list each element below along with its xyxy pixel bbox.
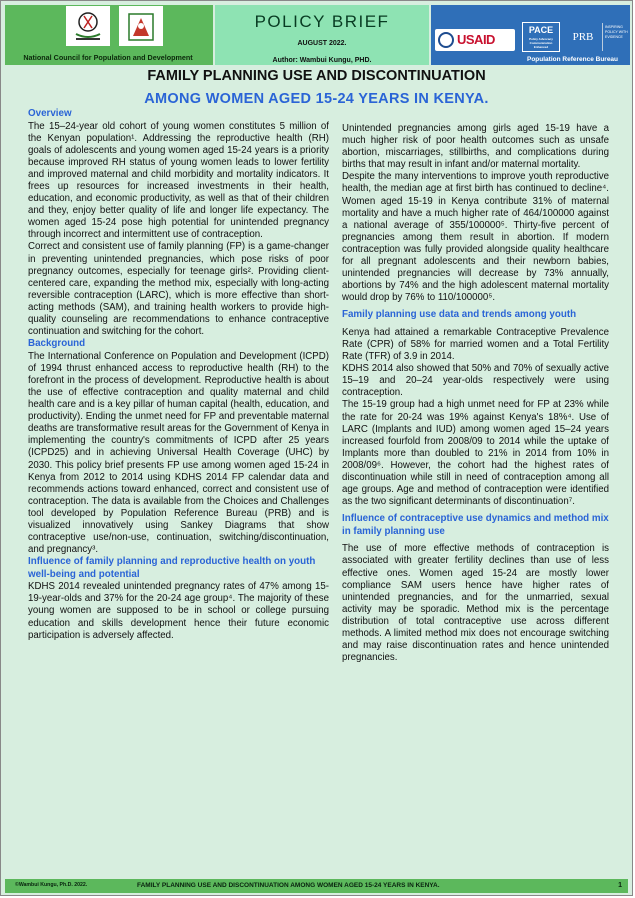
pace-subtitle: Policy Advocacy Communication Enhanced (529, 37, 553, 49)
footer (5, 879, 628, 893)
usaid-wordmark: USAID (457, 32, 495, 47)
trends-paragraph-2: KDHS 2014 also showed that 50% and 70% of sexually active 15–19 and 20–24 year-olds respectively were using contraception. (342, 363, 609, 399)
author-line: Author: Wambui Kungu, PHD. (272, 57, 372, 64)
kenya-coat-of-arms-logo (66, 6, 110, 46)
prb-tagline: INSPIRING POLICY WITH EVIDENCE (605, 25, 628, 39)
trends-paragraph-1: Kenya had attained a remarkable Contraceptive Prevalence Rate (CPR) of 58% for married women and a Total Fertility Rate (TFR) of 3.9 in 2014. (342, 326, 609, 363)
footer-copyright: ©Wambui Kungu, Ph.D. 2022. (15, 882, 88, 888)
pace-logo (522, 22, 560, 52)
prb-caption: Population Reference Bureau (527, 56, 619, 63)
section-heading-influence-fp-rh: Influence of family planning and reproductive health on youth well-being and potential (28, 556, 316, 580)
document-subtitle: AMONG WOMEN AGED 15-24 YEARS IN KENYA. (144, 91, 489, 107)
section-heading-overview: Overview (28, 108, 72, 119)
overview-paragraph-2: Correct and consistent use of family planning (FP) is a game-changer in preventing unintended pregnancies, which pose risks of poor pregnancy outcomes, especially for teenage girls². Providing client-centered care, expanding the method mix, especially with long-acting reversible contraception (LARC), which is more effective than short-acting methods (SAM), and training health workers to provide high-quality counseling are recommendations to enhance contraceptive continuation and switching for the cohort. (28, 241, 329, 338)
usaid-logo (435, 29, 515, 51)
document-title: FAMILY PLANNING USE AND DISCONTINUATION (147, 68, 486, 84)
background-paragraph: The International Conference on Population and Development (ICPD) of 1994 thrust enhanced access to reproductive health (RH) to the forefront in the process of development. Reproductive health is about the use of effective contraception and quality maternal and child health care and is a key pillar of human capital (health, education, and productivity). Ending the unmet need for FP and preventable maternal deaths are transformative result areas for the Government of Kenya in implementing the country's commitments of ICPD after 25 years (ICPD25) and in achieving Universal Health Coverage (UHC) by 2030. This policy brief presents FP use among women aged 15-24 in Kenya from 2012 to 2014 using KDHS 2014 FP calendar data and recommends actions toward enhanced, correct and consistent use of contraception. The data is available from the Choices and Challenges tool developed by Population Reference Bureau (PRB) and is visualized innovatively using Sankey Diagrams that show contraceptive use/non-use, continuation, switching/discontinuation, and pregnancy³. (28, 350, 329, 556)
page-number: 1 (618, 882, 622, 889)
trends-paragraph-3: The 15-19 group had a high unmet need for FP at 23% while the rate for 20-24 was 19% against Kenya's 18%⁴. Use of LARC (Implants and IUD) among women aged 15–24 years increased fourfold from 2008/09 to 2014 while the uptake of Implants more than doubled to 21% in 2014 from 10% in 2008/09⁶. However, the cohort had the highest rates of discontinuation while still in need of contraception among all age groups. Age and method of contraception were identified as the two significant determinants of discontinuation⁷. (342, 399, 609, 508)
section-heading-fp-trends: Family planning use data and trends among youth (342, 309, 577, 321)
header (1, 1, 632, 67)
influence-paragraph: KDHS 2014 revealed unintended pregnancy rates of 47% among 15-19-year-olds and 37% for the 20-24 age group⁴. The majority of these young women are supposed to be in school or college pursuing education and skills development hence their future economic participation is adversely affected. (28, 581, 329, 641)
publication-date: AUGUST 2022. (297, 40, 347, 47)
prb-logo: PRB (564, 23, 603, 51)
pace-wordmark: PACE (528, 25, 554, 35)
section-heading-contraceptive-dynamics: Influence of contraceptive use dynamics and method mix in family planning use (342, 513, 609, 537)
dynamics-paragraph: The use of more effective methods of contraception is associated with greater fertility declines than use of less effective ones. Women aged 15-24 are mostly lower compliance SAM users hence have higher rates of unintended pregnancies, and for the unmarried, sexual activity may be sporadic. Method mix is the percentage distribution of total contraceptive use across different methods. A limited method mix does not encourage switching and may raise discontinuation rates and hence unintended pregnancies. (342, 543, 609, 664)
ncpd-logo (119, 6, 163, 46)
usaid-seal-icon (438, 32, 454, 48)
right-column (342, 123, 609, 664)
ncpd-caption: National Council for Population and Development (23, 53, 193, 62)
right-paragraph-1: Unintended pregnancies among girls aged 15-19 have a much higher risk of poor health outcomes such as unsafe abortion, miscarriages, stillbirths, and complications during births that may result in infant and/or maternal mortality. (342, 123, 609, 171)
footer-title: FAMILY PLANNING USE AND DISCONTINUATION AMONG WOMEN AGED 15-24 YEARS IN KENYA. (137, 882, 440, 889)
overview-paragraph-1: The 15–24-year old cohort of young women constitutes 5 million of the Kenyan population¹. Addressing the reproductive health (RH) goals of adolescents and young women aged 15-24 years is a priority because improved RH status of young women leads to lower fertility and improved maternal and child morbidity and mortality indicators. It frees up resources for increased investments in their health, education, and economic productivity, as well as that of their children and they, enjoy better quality of life and longer life expectancy. The women aged 15-24 pose high potential for unintended pregnancy through incorrect and intermittent use of contraception. (28, 120, 329, 241)
left-column (28, 108, 329, 642)
section-heading-background: Background (28, 338, 86, 350)
header-center-band (215, 5, 429, 65)
right-paragraph-2: Despite the many interventions to improve youth reproductive health, the median age at first birth has continued to decline⁴. Women aged 15-19 in Kenya contribute 31% of maternal mortality and have a much higher rate of 464/100000 against a national average of 355/100000⁵. Thirty-five percent of pregnancies among them result in abortion. If modern contraception was fully provided alongside quality healthcare for all pregnant adolescents and their newborn babies, unintended pregnancies will decrease by 73% annually, abortions by 74% and the high adolescent maternal mortality would drop by 76% to 110/100000⁵. (342, 171, 609, 304)
policy-brief-title: POLICY BRIEF (254, 12, 390, 31)
